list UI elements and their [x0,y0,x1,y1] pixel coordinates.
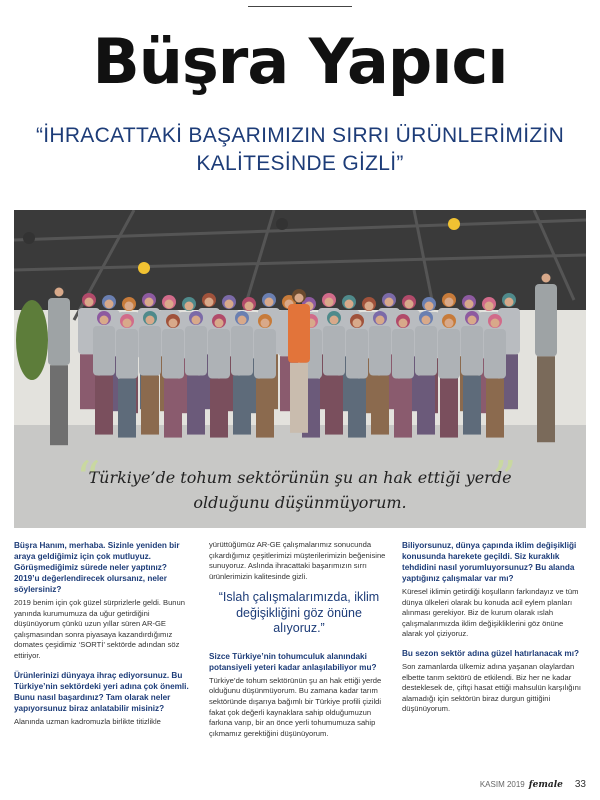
answer-2-continued: yürüttüğümüz AR-GE çalışmalarımız sonucunda çıkardığımız çeşitlerimizi müşterilerimizin beğenisine sunuyoruz. Aslında ihracattaki başarımızın sırrı ürünlerimizin kalitesinde gizli. [209,540,386,581]
worker-figure [392,314,414,438]
quote-close-icon: ” [492,451,517,507]
worker-figure [438,314,460,438]
answer-5: Son zamanlarda ülkemiz adına yaşanan olaylardan elbette tarım sektörü de etkilendi. Biz her ne kadar desteklesek de, çiftçi hasat ettiği mahsulün karşılığını alamadığı için sektörün biraz durgun gittiğini düşünüyorum. [402,661,581,714]
worker-figure [139,311,161,435]
pull-quote: “Islah çalışmalarımızda, iklim değişikliğini göz önüne alıyoruz.” [218,590,380,636]
answer-3: Türkiye’de tohum sektörünün şu an hak ettiği yerde olduğunu düşünmüyorum. Bu zamana kadar tarım sektöründe dışarıya bağımlı bir Türkiye profili çizildi fakat çok değerli kaynaklara sahip olduğumuzun farkına varıp, bir an önce yerli tohumumuza sahip çıkmamız gerektiğini düşünüyorum. [209,675,382,738]
worker-figure [48,283,70,445]
answer-2-start: Alanında uzman kadromuzla birlikte titizlikle [14,716,161,726]
page-number: 33 [574,779,586,790]
worker-figure [369,311,391,435]
article-column-3 [402,540,582,723]
worker-figure [323,311,345,435]
question-5: Bu sezon sektör adına güzel hatırlanacak mı? [402,648,579,658]
worker-figure [346,314,368,438]
article-title: Büşra Yapıcı [92,25,508,98]
worker-figure [254,314,276,438]
worker-figure [162,314,184,438]
worker-figure [288,289,310,433]
answer-1: 2019 benim için çok güzel sürprizlerle geldi. Bunun yanında kurumumuza da uğur getirdiğini düşünüyorum çünkü uzun yıllar süren AR-GE çalışmasından sonra piyasaya kazandırdığımız domates çeşidimiz ‘SORTİ’ sektörde adından söz ettiriyor. [14,598,185,660]
worker-figure [116,314,138,438]
photo-caption-line-1: Türkiye’de tohum sektörünün şu an hak ettiği yerde [88,468,512,487]
worker-figure [208,314,230,438]
quote-open-icon: “ [76,451,101,507]
worker-figure [484,314,506,438]
answer-4: Küresel iklimin getirdiği koşulların farkındayız ve tüm dünya ülkeleri olarak bu konuda acil eylem planları alınması gerekiyor. Biz de kurum olarak ıslah çalışmalarımızda iklim değişikliklerini göz önüne alarak yol çiziyoruz. [402,587,579,639]
top-rule [248,6,352,7]
magazine-brand: female [528,780,563,790]
worker-figure [231,311,253,435]
photo-caption-quote [85,465,515,515]
worker-figure [415,311,437,435]
issue-date: KASIM 2019 [479,780,525,789]
article-column-1 [14,540,194,735]
article-column-2 [209,540,389,747]
question-2: Ürünlerinizi dünyaya ihraç ediyorsunuz. Bu Türkiye’nin sektördeki yeri adına çok önemli. Bunu nasıl başardınız? Tam olarak neler yapıyorsunuz biraz anlatabilir misiniz? [14,670,189,713]
worker-figure [535,269,557,442]
question-1: Büşra Hanım, merhaba. Sizinle yeniden bir araya geldiğimiz için çok mutluyuz. Görüşmediğimiz sürede neler yaptınız? 2019’u değerlendirecek olursanız, neler söylersiniz? [14,541,180,594]
worker-figure [461,311,483,435]
worker-figure [185,311,207,435]
question-4: Biliyorsunuz, dünya çapında iklim değişikliği konusunda harekete geçildi. Siz kuraklık tehdidini nasıl yorumluyorsunuz? Bu alanda yaptığınız çalışmalar var mı? [402,541,577,583]
photo-caption-line-2: olduğunu düşünmüyorum. [193,493,407,512]
question-3: Sizce Türkiye’nin tohumculuk alanındaki potansiyeli yeteri kadar anlaşılabiliyor mu? [209,651,377,672]
page-footer [480,779,586,790]
article-subtitle: “İHRACATTAKİ BAŞARIMIZIN SIRRI ÜRÜNLERİMİZİN KALİTESİNDE GİZLİ” [35,124,565,175]
worker-figure [93,311,115,435]
